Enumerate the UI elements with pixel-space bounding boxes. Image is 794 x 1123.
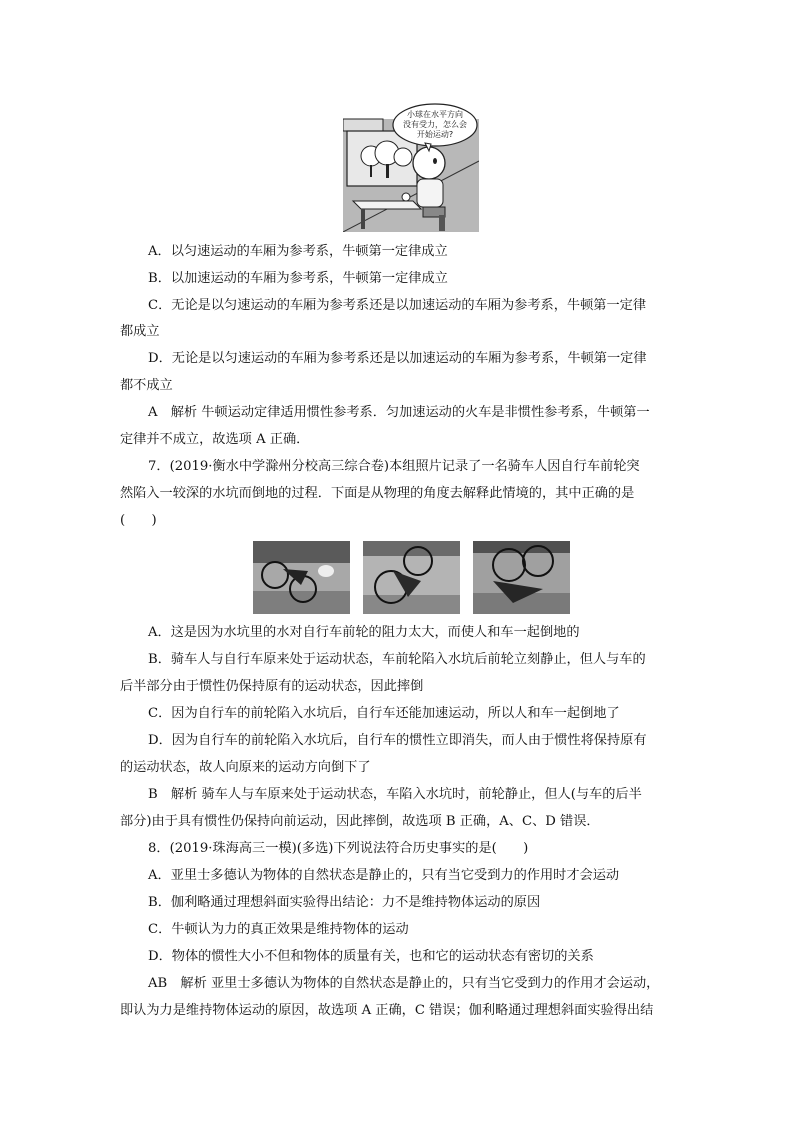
q7-option-d-line2: 的运动状态，故人向原来的运动方向倒下了 <box>120 760 371 775</box>
bicycle-photo-2 <box>363 541 460 614</box>
bubble-line-2: 没有受力，怎么会 <box>403 120 467 129</box>
train-cartoon-figure <box>343 101 479 232</box>
bubble-line-3: 开始运动? <box>416 130 454 139</box>
bicycle-photo-3 <box>473 541 570 614</box>
q8-stem: 8．(2019·珠海高三一模)(多选)下列说法符合历史事实的是( ) <box>148 841 529 856</box>
q7-stem-line2: 然陷入一较深的水坑而倒地的过程．下面是从物理的角度去解释此情境的，其中正确的是 <box>120 486 635 501</box>
q6-option-b: B．以加速运动的车厢为参考系，牛顿第一定律成立 <box>148 271 448 286</box>
q8-option-d: D．物体的惯性大小不但和物体的质量有关，也和它的运动状态有密切的关系 <box>148 949 594 964</box>
q8-answer-line1: AB 解析 亚里士多德认为物体的自然状态是静止的，只有当它受到力的作用才会运动， <box>148 976 660 991</box>
q7-option-b-line1: B．骑车人与自行车原来处于运动状态，车前轮陷入水坑后前轮立刻静止，但人与车的 <box>148 652 646 667</box>
q6-answer-line2: 定律并不成立，故选项 A 正确． <box>120 432 310 447</box>
q7-option-a: A．这是因为水坑里的水对自行车前轮的阻力太大，而使人和车一起倒地的 <box>148 625 580 640</box>
q6-option-a: A．以匀速运动的车厢为参考系，牛顿第一定律成立 <box>148 244 448 259</box>
q6-answer-line1: A 解析 牛顿运动定律适用惯性参考系．匀加速运动的火车是非惯性参考系，牛顿第一 <box>148 405 650 420</box>
q7-option-d-line1: D．因为自行车的前轮陷入水坑后，自行车的惯性立即消失，而人由于惯性将保持原有 <box>148 733 647 748</box>
q7-answer-line1: B 解析 骑车人与车原来处于运动状态，车陷入水坑时，前轮静止，但人(与车的后半 <box>148 787 642 802</box>
q6-option-c-line1: C．无论是以匀速运动的车厢为参考系还是以加速运动的车厢为参考系，牛顿第一定律 <box>148 298 647 313</box>
q7-answer-line2: 部分)由于具有惯性仍保持向前运动，因此摔倒，故选项 B 正确，A、C、D 错误． <box>120 814 600 829</box>
cartoon-illustration <box>343 101 479 232</box>
q7-stem-line1: 7．(2019·衡水中学滁州分校高三综合卷)本组照片记录了一名骑车人因自行车前轮突 <box>148 459 640 474</box>
q7-option-b-line2: 后半部分由于惯性仍保持原有的运动状态，因此摔倒 <box>120 679 424 694</box>
bubble-line-1: 小球在水平方向 <box>407 110 463 119</box>
q6-option-d-line1: D．无论是以匀速运动的车厢为参考系还是以加速运动的车厢为参考系，牛顿第一定律 <box>148 351 647 366</box>
q8-answer-line2: 即认为力是维持物体运动的原因，故选项 A 正确，C 错误；伽利略通过理想斜面实验得出结 <box>120 1003 654 1018</box>
q6-option-c-line2: 都成立 <box>120 324 160 339</box>
q7-option-c: C．因为自行车的前轮陷入水坑后，自行车还能加速运动，所以人和车一起倒地了 <box>148 706 620 721</box>
q7-stem-line3: ( ) <box>120 513 157 528</box>
q6-option-d-line2: 都不成立 <box>120 378 173 393</box>
bicycle-photo-1 <box>253 541 350 614</box>
q8-option-c: C．牛顿认为力的真正效果是维持物体的运动 <box>148 922 409 937</box>
q8-option-b: B．伽利略通过理想斜面实验得出结论：力不是维持物体运动的原因 <box>148 895 541 910</box>
q8-option-a: A．亚里士多德认为物体的自然状态是静止的，只有当它受到力的作用时才会运动 <box>148 868 620 883</box>
